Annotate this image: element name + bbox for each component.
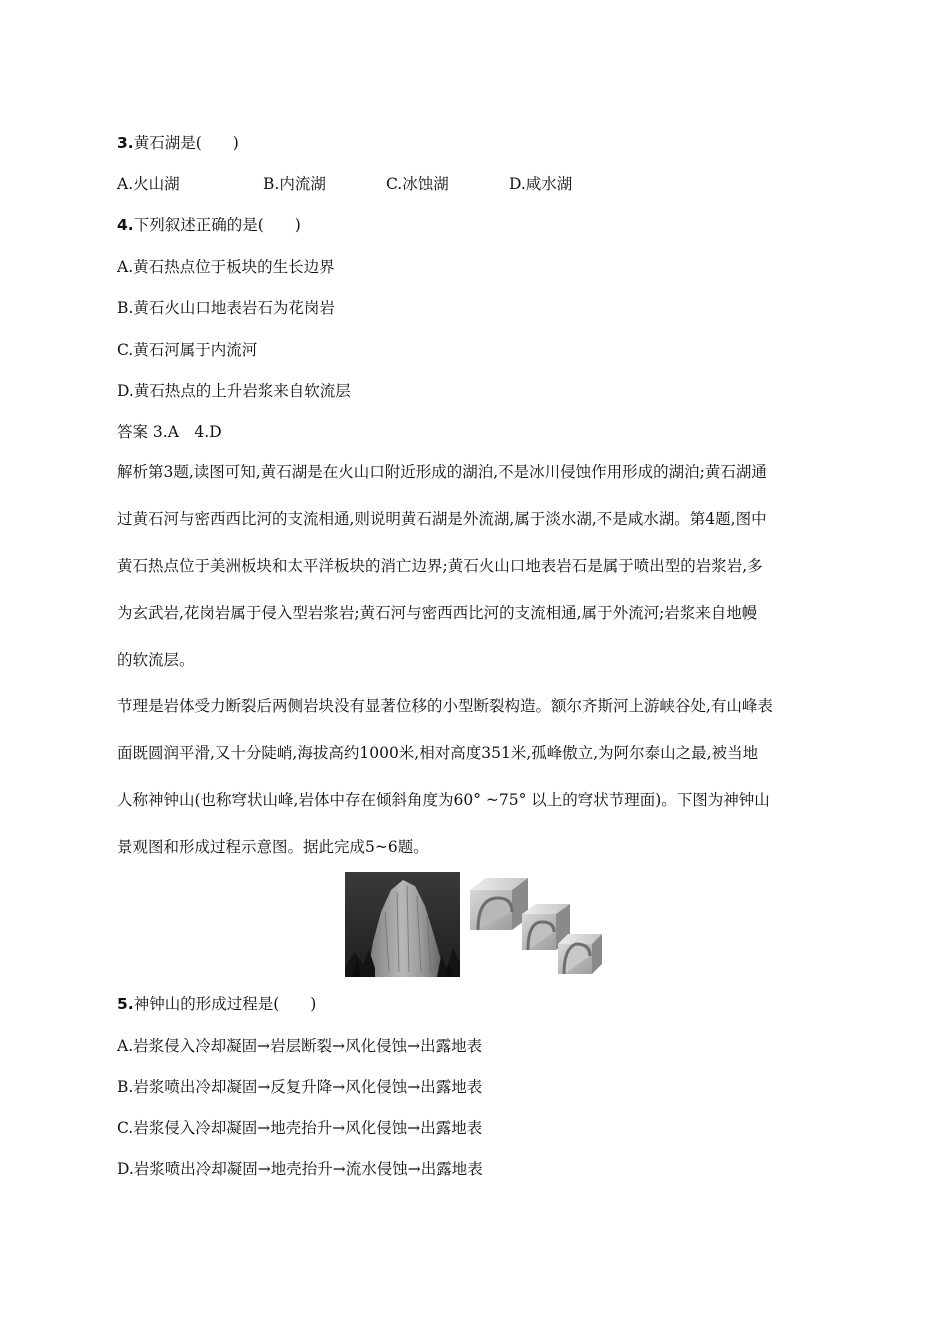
analysis-line: 为玄武岩,花岗岩属于侵入型岩浆岩;黄石河与密西西比河的支流相通,属于外流河;岩浆来自地幔 — [117, 604, 758, 622]
mountain-photo-image — [345, 872, 460, 977]
analysis-paragraph — [117, 449, 833, 684]
question-5-number: 5. — [117, 995, 134, 1013]
question-3-text: 黄石湖是( ) — [133, 134, 239, 152]
question-3-option-c: C.冰蚀湖 — [386, 175, 449, 193]
analysis-line: 黄石热点位于美洲板块和太平洋板块的消亡边界;黄石火山口地表岩石是属于喷出型的岩浆岩,多 — [117, 557, 763, 575]
question-3-option-d: D.咸水湖 — [509, 175, 573, 193]
block-stage-1 — [470, 878, 528, 930]
material-line: 面既圆润平滑,又十分陡峭,海拔高约1000米,相对高度351米,孤峰傲立,为阿尔泰山之最,被当地 — [117, 744, 759, 762]
material-line: 节理是岩体受力断裂后两侧岩块没有显著位移的小型断裂构造。额尔齐斯河上游峡谷处,有山峰表 — [117, 697, 773, 715]
question-4-option-d: D.黄石热点的上升岩浆来自软流层 — [117, 382, 351, 400]
question-4-stem — [117, 215, 301, 235]
question-5-text: 神钟山的形成过程是( ) — [133, 995, 317, 1013]
material-paragraph — [117, 683, 833, 871]
analysis-line: 过黄石河与密西西比河的支流相通,则说明黄石湖是外流湖,属于淡水湖,不是咸水湖。第4题,图中 — [117, 510, 767, 528]
question-4-text: 下列叙述正确的是( ) — [133, 216, 301, 234]
material-line: 人称神钟山(也称穹状山峰,岩体中存在倾斜角度为60° ~75° 以上的穹状节理面)。下图为神钟山 — [117, 791, 770, 809]
question-4-number: 4. — [117, 216, 134, 234]
answer-line: 答案 3.A 4.D — [117, 423, 222, 441]
analysis-line: 解析第3题,读图可知,黄石湖是在火山口附近形成的湖泊,不是冰川侵蚀作用形成的湖泊;黄石湖通 — [117, 463, 767, 481]
analysis-line: 的软流层。 — [117, 651, 195, 669]
block-stage-3 — [558, 934, 602, 974]
question-5-option-b: B.岩浆喷出冷却凝固→反复升降→风化侵蚀→出露地表 — [117, 1078, 483, 1096]
shenzhong-mountain-photo — [345, 872, 460, 977]
question-3-number: 3. — [117, 134, 134, 152]
question-5-option-c: C.岩浆侵入冷却凝固→地壳抬升→风化侵蚀→出露地表 — [117, 1119, 483, 1137]
question-3-options — [117, 174, 837, 194]
question-5-stem — [117, 994, 316, 1014]
formation-process-diagram — [466, 872, 606, 977]
question-3-option-b: B.内流湖 — [263, 175, 326, 193]
material-line: 景观图和形成过程示意图。据此完成5~6题。 — [117, 838, 429, 856]
formation-blocks-image — [466, 872, 606, 977]
question-3-stem — [117, 133, 239, 153]
question-3-option-a: A.火山湖 — [117, 175, 180, 193]
question-5-option-d: D.岩浆喷出冷却凝固→地壳抬升→流水侵蚀→出露地表 — [117, 1160, 483, 1178]
question-4-option-c: C.黄石河属于内流河 — [117, 341, 258, 359]
question-5-option-a: A.岩浆侵入冷却凝固→岩层断裂→风化侵蚀→出露地表 — [117, 1037, 483, 1055]
question-4-option-a: A.黄石热点位于板块的生长边界 — [117, 258, 335, 276]
question-4-option-b: B.黄石火山口地表岩石为花岗岩 — [117, 299, 335, 317]
